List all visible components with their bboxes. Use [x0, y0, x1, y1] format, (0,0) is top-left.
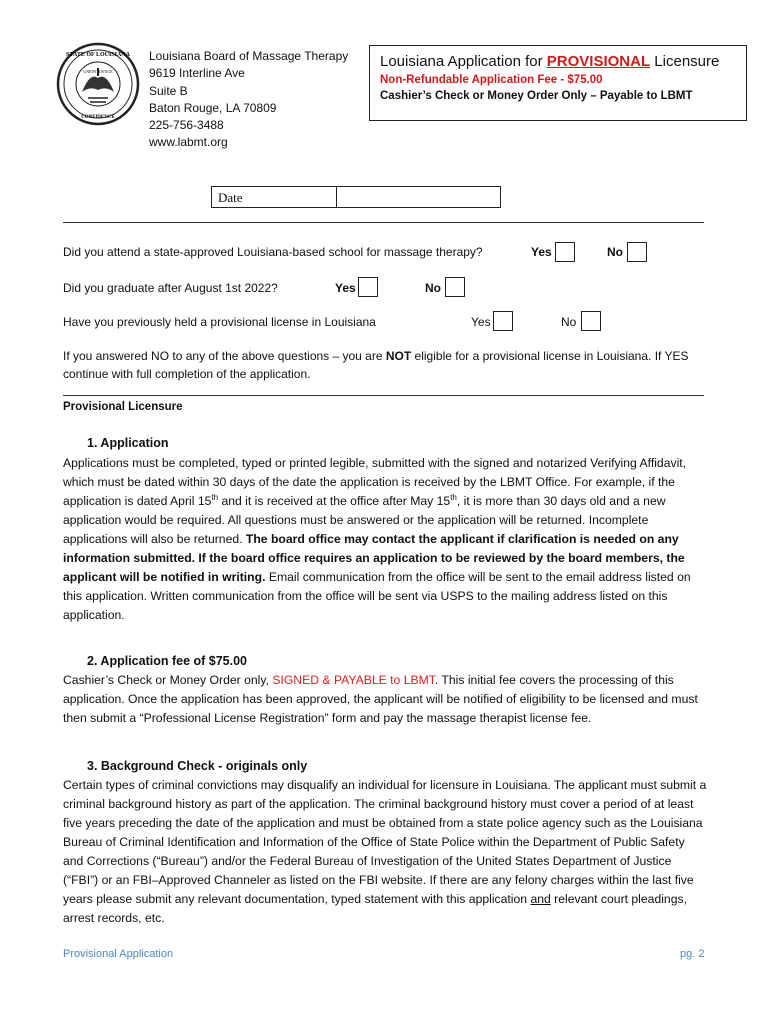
divider-line — [63, 395, 704, 396]
q1-no-label: No — [607, 245, 623, 259]
footer-page-number: pg. 2 — [680, 948, 705, 960]
org-phone: 225-756-3488 — [149, 118, 224, 133]
application-title: Louisiana Application for PROVISIONAL Licensure — [380, 53, 720, 70]
date-label: Date — [212, 187, 337, 207]
q3-yes-label: Yes — [471, 315, 491, 329]
background-check-heading: 3. Background Check - originals only — [87, 759, 308, 773]
signed-payable-note: SIGNED & PAYABLE to LBMT — [272, 673, 435, 687]
not-emphasis: NOT — [385, 349, 412, 363]
q1-no-checkbox[interactable] — [627, 242, 647, 262]
board-review-note: The board office may contact the applicant if clarification is needed on any information submitted. If the board office requires an application to be reviewed by the board members, the applicant will be notified in writing. — [63, 532, 685, 584]
fee-heading: 2. Application fee of $75.00 — [87, 654, 248, 668]
footer-doc-name: Provisional Application — [63, 948, 174, 960]
q2-yes-checkbox[interactable] — [358, 277, 378, 297]
application-heading: 1. Application — [87, 436, 169, 450]
payment-method-note: Cashier’s Check or Money Order Only – Payable to LBMT — [380, 90, 693, 102]
application-paragraph: Applications must be completed, typed or printed legible, submitted with the signed and notarized Verifying Affidavit, which must be dated within 30 days of the date the application is received by the LBMT Office. For example, if the application is dated April 15th and it is received at the office after May 15th, it is more than 30 days old and a new application would be required. All questions must be answered or the application will be returned. Incomplete applications will also be returned. The board office may contact the applicant if clarification is needed on any information submitted. If the board office requires an application to be reviewed by the board members, the applicant will be notified in writing. Email communication from the office will be sent to the email address listed on this application. Written communication from the office will be sent via USPS to the mailing address listed on this application. — [63, 456, 691, 622]
q2-no-checkbox[interactable] — [445, 277, 465, 297]
eligibility-note: If you answered NO to any of the above questions – you are NOT eligible for a provisional license in Louisiana. If YES continue with full completion of the application. — [63, 349, 689, 381]
question-prior-license: Have you previously held a provisional license in Louisiana — [63, 315, 376, 329]
date-input[interactable] — [337, 187, 500, 207]
question-state-school: Did you attend a state-approved Louisiana-based school for massage therapy? — [63, 245, 483, 259]
divider-line — [63, 222, 704, 223]
application-fee-note: Non-Refundable Application Fee - $75.00 — [380, 74, 603, 86]
org-name: Louisiana Board of Massage Therapy — [149, 49, 349, 63]
seal-text-bottom: CONFIDENCE — [81, 115, 115, 120]
q3-no-checkbox[interactable] — [581, 311, 601, 331]
date-field — [211, 186, 501, 208]
state-seal-logo — [56, 42, 140, 126]
organization-info — [149, 48, 348, 152]
q2-no-label: No — [425, 281, 441, 295]
q3-yes-checkbox[interactable] — [493, 311, 513, 331]
q1-yes-label: Yes — [531, 245, 552, 259]
org-website: www.labmt.org — [149, 135, 228, 150]
org-city: Baton Rouge, LA 70809 — [149, 100, 277, 115]
org-address-line1: 9619 Interline Ave — [149, 66, 245, 81]
q3-no-label: No — [561, 315, 577, 329]
background-check-paragraph: Certain types of criminal convictions may disqualify an individual for licensure in Louisiana. The applicant must submit a criminal background history as part of the application. The criminal background history must cover a period of at least five years preceding the date of the application and must be obtained from a state police agency such as the Louisiana Bureau of Criminal Identification and Information of the Office of State Police within the Department of Public Safety and Corrections (“Bureau”) and/or the Federal Bureau of Investigation of the United States Department of Justice (“FBI”) or an FBI–Approved Channeler as listed on the FBI website. If there are any felony charges within the last five years please submit any relevant documentation, typed statement with this application and relevant court pleadings, arrest records, etc. — [63, 778, 707, 925]
q2-yes-label: Yes — [335, 281, 356, 295]
provisional-emphasis: PROVISIONAL — [546, 53, 651, 70]
section-title: Provisional Licensure — [63, 401, 183, 413]
application-title-box — [369, 45, 747, 121]
q1-yes-checkbox[interactable] — [555, 242, 575, 262]
org-address-line2: Suite B — [149, 83, 188, 98]
seal-text-mid: UNION JUSTICE — [83, 69, 113, 74]
fee-paragraph: Cashier’s Check or Money Order only, SIGNED & PAYABLE to LBMT. This initial fee covers the processing of this application. Once the application has been approved, the applicant will be notified of eligibility to be licensed and must then submit a “Professional License Registration” form and pay the massage therapist license fee. — [63, 673, 698, 725]
question-graduation-date: Did you graduate after August 1st 2022? — [63, 281, 278, 295]
seal-text-top: STATE OF LOUISIANA — [66, 52, 130, 58]
